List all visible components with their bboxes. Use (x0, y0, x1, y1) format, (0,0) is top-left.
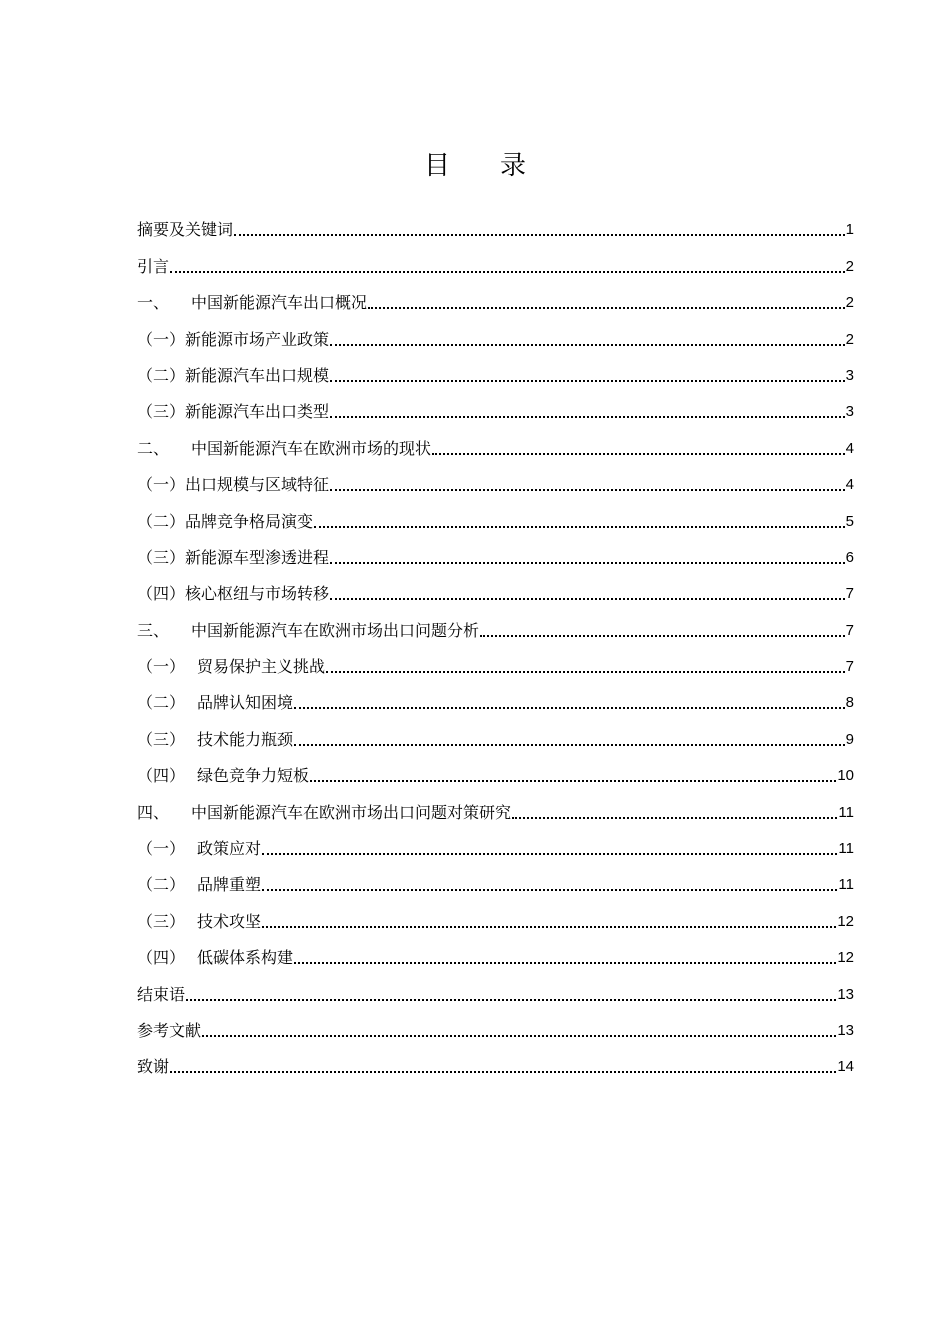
toc-entry-number: 三、 (137, 620, 170, 640)
toc-dot-leader (330, 561, 845, 564)
toc-page-number: 12 (837, 912, 854, 930)
toc-entry-label (137, 1055, 169, 1079)
toc-entry-text: 技术攻坚 (197, 911, 262, 931)
toc-entry[interactable] (137, 643, 854, 679)
toc-entry-text: 摘要及关键词 (137, 220, 234, 240)
toc-entry[interactable] (137, 1007, 854, 1043)
toc-entry[interactable] (137, 388, 854, 424)
toc-page-number: 11 (838, 803, 854, 821)
toc-entry-text: 结束语 (137, 984, 186, 1004)
toc-dot-leader (330, 343, 845, 346)
toc-entry-text: 政策应对 (197, 839, 262, 859)
toc-entry-number: （三） (137, 547, 186, 567)
toc-entry-text: 致谢 (137, 1057, 170, 1077)
toc-page-number: 7 (845, 621, 854, 639)
toc-dot-leader (234, 233, 845, 236)
toc-entry-label (137, 691, 293, 715)
toc-dot-leader (368, 306, 845, 309)
toc-page-number: 9 (845, 730, 854, 748)
toc-dot-leader (326, 670, 845, 673)
toc-entry-label (137, 255, 169, 279)
toc-page-number: 11 (838, 876, 854, 894)
table-of-contents (137, 206, 854, 1079)
toc-dot-leader (170, 270, 845, 273)
toc-entry-number: （四） (137, 584, 186, 604)
toc-entry[interactable] (137, 424, 854, 460)
toc-entry-number: （三） (137, 402, 186, 422)
toc-entry-label (137, 328, 329, 352)
toc-dot-leader (294, 743, 845, 746)
toc-dot-leader (262, 888, 837, 891)
toc-entry-label (137, 1019, 201, 1043)
toc-entry-text: 新能源汽车出口规模 (185, 365, 330, 385)
toc-entry-text: 引言 (137, 256, 170, 276)
toc-entry-label (137, 801, 511, 825)
toc-entry-label (137, 510, 313, 534)
toc-entry-label (137, 983, 185, 1007)
toc-dot-leader (314, 525, 845, 528)
toc-entry-number: 四、 (137, 802, 170, 822)
toc-entry-text: 核心枢纽与市场转移 (185, 584, 330, 604)
toc-page-number: 2 (845, 294, 854, 312)
toc-page-number: 5 (845, 512, 854, 530)
toc-entry-text: 中国新能源汽车在欧洲市场出口问题分析 (191, 620, 480, 640)
toc-entry-number: （二） (137, 875, 186, 895)
toc-page-number: 10 (837, 767, 854, 785)
toc-dot-leader (330, 379, 845, 382)
toc-entry[interactable] (137, 606, 854, 642)
toc-entry-text: 品牌竞争格局演变 (185, 511, 314, 531)
toc-page-number: 4 (845, 476, 854, 494)
toc-entry[interactable] (137, 279, 854, 315)
toc-entry-number: （一） (137, 329, 186, 349)
toc-dot-leader (330, 597, 845, 600)
toc-entry[interactable] (137, 352, 854, 388)
toc-entry-label (137, 400, 329, 424)
toc-entry-text: 贸易保护主义挑战 (197, 657, 326, 677)
toc-entry[interactable] (137, 570, 854, 606)
toc-entry[interactable] (137, 206, 854, 242)
toc-entry[interactable] (137, 715, 854, 751)
toc-entry-text: 新能源汽车出口类型 (185, 402, 330, 422)
toc-entry-number: （二） (137, 365, 186, 385)
toc-entry[interactable] (137, 1043, 854, 1079)
toc-entry[interactable] (137, 861, 854, 897)
toc-entry-label (137, 473, 329, 497)
toc-entry-number: （三） (137, 729, 186, 749)
toc-dot-leader (262, 852, 837, 855)
toc-dot-leader (294, 706, 845, 709)
toc-entry-number: （一） (137, 475, 186, 495)
toc-entry-label (137, 873, 261, 897)
toc-entry[interactable] (137, 752, 854, 788)
title-char-1: 目 (423, 151, 450, 181)
toc-entry[interactable] (137, 825, 854, 861)
toc-entry-text: 参考文献 (137, 1020, 202, 1040)
toc-entry-number: （二） (137, 693, 186, 713)
toc-entry-number: 一、 (137, 293, 170, 313)
toc-page-number: 3 (845, 366, 854, 384)
toc-page-number: 12 (837, 949, 854, 967)
toc-page-number: 7 (845, 585, 854, 603)
toc-entry-number: （一） (137, 839, 186, 859)
toc-page-number: 2 (845, 330, 854, 348)
toc-page-number: 11 (838, 840, 854, 858)
page-title (0, 145, 950, 182)
toc-page-number: 4 (845, 439, 854, 457)
toc-entry[interactable] (137, 970, 854, 1006)
toc-dot-leader (480, 634, 845, 637)
toc-entry-number: （一） (137, 657, 186, 677)
toc-entry-label (137, 364, 329, 388)
toc-entry-label (137, 218, 233, 242)
toc-entry[interactable] (137, 242, 854, 278)
toc-dot-leader (432, 452, 845, 455)
toc-entry-label (137, 437, 431, 461)
toc-dot-leader (330, 415, 845, 418)
toc-entry-label (137, 764, 309, 788)
toc-entry-label (137, 728, 293, 752)
toc-entry-number: （四） (137, 948, 186, 968)
toc-entry-text: 中国新能源汽车在欧洲市场的现状 (191, 438, 432, 458)
toc-entry-text: 技术能力瓶颈 (197, 729, 294, 749)
toc-entry-text: 品牌认知困境 (197, 693, 294, 713)
toc-entry-text: 新能源市场产业政策 (185, 329, 330, 349)
toc-page-number: 2 (845, 257, 854, 275)
toc-dot-leader (202, 1034, 836, 1037)
toc-entry-label (137, 546, 329, 570)
toc-entry[interactable] (137, 315, 854, 351)
toc-entry-label (137, 946, 293, 970)
toc-dot-leader (512, 816, 837, 819)
toc-page-number: 8 (845, 694, 854, 712)
toc-entry[interactable] (137, 934, 854, 970)
toc-entry-text: 绿色竞争力短板 (197, 766, 310, 786)
toc-entry-number: 二、 (137, 438, 170, 458)
toc-entry-label (137, 910, 261, 934)
toc-entry-number: （二） (137, 511, 186, 531)
toc-entry-label (137, 655, 325, 679)
toc-entry-number: （四） (137, 766, 186, 786)
toc-entry-label (137, 582, 329, 606)
toc-entry[interactable] (137, 497, 854, 533)
toc-entry-label (137, 837, 261, 861)
toc-dot-leader (294, 961, 836, 964)
toc-entry-text: 新能源车型渗透进程 (185, 547, 330, 567)
toc-page-number: 6 (845, 548, 854, 566)
toc-dot-leader (170, 1070, 836, 1073)
toc-page-number: 3 (845, 403, 854, 421)
toc-entry-text: 中国新能源汽车出口概况 (191, 293, 368, 313)
toc-entry-text: 低碳体系构建 (197, 948, 294, 968)
toc-entry-number: （三） (137, 911, 186, 931)
toc-entry-label (137, 619, 479, 643)
toc-page-number: 13 (837, 985, 854, 1003)
toc-page-number: 7 (845, 658, 854, 676)
toc-entry-label (137, 291, 367, 315)
toc-entry[interactable] (137, 461, 854, 497)
title-char-2: 录 (500, 151, 527, 181)
toc-entry[interactable] (137, 897, 854, 933)
toc-entry[interactable] (137, 534, 854, 570)
toc-dot-leader (262, 925, 836, 928)
toc-entry-text: 出口规模与区域特征 (185, 475, 330, 495)
toc-entry-text: 中国新能源汽车在欧洲市场出口问题对策研究 (191, 802, 512, 822)
toc-dot-leader (330, 488, 845, 491)
toc-dot-leader (310, 779, 836, 782)
toc-entry[interactable] (137, 679, 854, 715)
toc-entry[interactable] (137, 788, 854, 824)
toc-page-number: 14 (837, 1058, 854, 1076)
toc-entry-text: 品牌重塑 (197, 875, 262, 895)
toc-page-number: 13 (837, 1021, 854, 1039)
toc-dot-leader (186, 998, 836, 1001)
toc-page-number: 1 (845, 221, 854, 239)
